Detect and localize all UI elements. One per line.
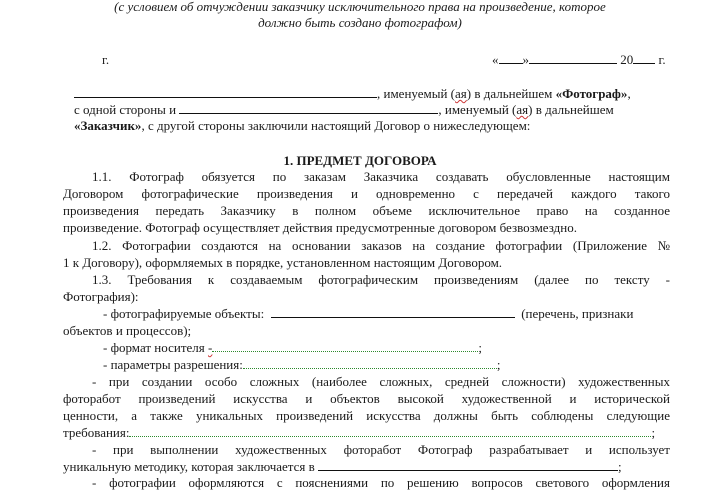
- photo-objects-line-2: объектов и процессов);: [63, 323, 192, 338]
- clause-1-2-line-1: 1.2. Фотографии создаются на основании заказов на создание фотографии (Приложение №: [92, 238, 670, 253]
- methodology-blank[interactable]: [318, 458, 618, 471]
- requirements-line: требования: ;: [63, 425, 656, 440]
- clause-1-1-line-3: произведения передать Заказчику в полном объеме исключительное право на созданное: [63, 203, 670, 218]
- contract-condition-line-1: (с условием об отчуждении заказчику исключительного права на произведение, которое: [114, 0, 606, 14]
- customer-name-blank[interactable]: [179, 101, 438, 114]
- photographer-name-blank[interactable]: [74, 85, 377, 98]
- clause-1-1-line-4: произведение. Фотограф осуществляет действия предусмотренные договором безвозмездно.: [63, 220, 577, 235]
- clause-1-3-line-2: Фотография):: [63, 289, 139, 304]
- complex-works-line-3: ценности, а также уникальных произведений искусства должны быть соблюдены следующие: [63, 408, 670, 423]
- photo-objects-line: - фотографируемые объекты: (перечень, признаки: [103, 306, 634, 321]
- resolution-blank[interactable]: [243, 356, 497, 369]
- media-format-line: - формат носителя - ;: [103, 340, 482, 355]
- resolution-line: - параметры разрешения: ;: [103, 357, 501, 372]
- methodology-line-2: уникальную методику, которая заключается в ;: [63, 459, 622, 474]
- clause-1-2-line-2: 1 к Договору), оформляемых в порядке, установленном настоящим Договором.: [63, 255, 503, 270]
- year-blank[interactable]: [633, 51, 655, 64]
- city-suffix: г.: [102, 52, 110, 67]
- date-quote-close: »: [522, 52, 529, 67]
- clause-1-1-line-1: 1.1. Фотограф обязуется по заказам Заказчика создавать обусловленные настоящим: [92, 169, 670, 184]
- month-blank[interactable]: [529, 51, 617, 64]
- photographer-role: «Фотограф»: [555, 86, 628, 101]
- clause-1-1-line-2: Договором фотографические произведения и одновременно с передачей каждого такого: [63, 186, 670, 201]
- media-format-blank[interactable]: [212, 339, 478, 352]
- day-blank[interactable]: [499, 51, 523, 64]
- date-field[interactable]: [492, 51, 666, 68]
- complex-works-line-2: фоторабот произведений искусства и объектов высокой художественной и исторической: [63, 391, 670, 406]
- requirements-blank[interactable]: [129, 424, 651, 437]
- year-prefix: 20: [620, 52, 634, 67]
- party-photographer-line: , именуемый (ая) в дальнейшем «Фотограф»,: [74, 85, 631, 102]
- contract-condition-line-2: должно быть создано фотографом): [258, 15, 462, 30]
- date-quote-open: «: [492, 52, 499, 67]
- photo-objects-blank[interactable]: [271, 305, 515, 318]
- party-customer-line-2: «Заказчик», с другой стороны заключили настоящий Договор о нижеследующем:: [74, 118, 531, 133]
- party-customer-line: с одной стороны и , именуемый (ая) в дальнейшем: [74, 102, 614, 117]
- clause-1-3-line-1: 1.3. Требования к создаваемым фотографическим произведениям (далее по тексту -: [92, 272, 670, 287]
- complex-works-line-1: - при создании особо сложных (наиболее сложных, средней сложности) художественных: [92, 374, 670, 389]
- customer-role: «Заказчик»: [74, 118, 142, 133]
- methodology-line-1: - при выполнении художественных фоторабот Фотограф разрабатывает и использует: [92, 442, 670, 457]
- lighting-line: - фотографии оформляются с пояснениями по решению вопросов светового оформления: [92, 475, 670, 490]
- city-field[interactable]: [102, 51, 109, 68]
- year-suffix: г.: [658, 52, 666, 67]
- section-title: 1. ПРЕДМЕТ ДОГОВОРА: [283, 153, 437, 168]
